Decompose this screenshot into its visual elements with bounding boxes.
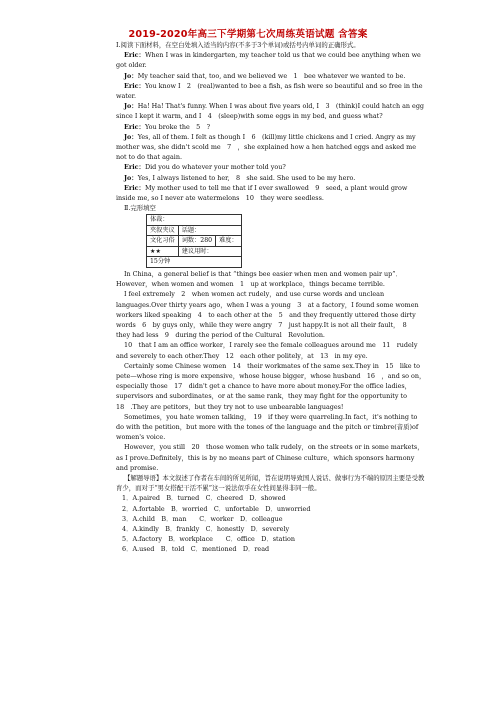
dialogue-line [116, 101, 426, 121]
dialogue-text: Ha! Ha! That's funny. When I was about five years old, I 3 (think)I could hatch an egg since I kept it warm, and I 4 (sleep)with some eggs in my bed, and guess what? [116, 102, 425, 121]
option-line: 2．A.fortable B．worried C．unfortable D．unworried [122, 504, 311, 513]
dialogue-text: When I was in kindergarten, my teacher told us that we could bee anything when we got older. [116, 51, 421, 70]
dialogue-line [116, 50, 426, 70]
speaker: Eric： [124, 183, 145, 192]
option-line: 5．A.factory B．workplace C．office D．station [122, 535, 295, 544]
speaker: Jo： [124, 71, 138, 80]
topic-cell: 话题： [178, 225, 241, 236]
dialogue-text: Did you do whatever your mother told you? [144, 163, 286, 172]
document-body [116, 40, 426, 555]
dialogue-line [116, 162, 426, 172]
genre-cell: 体裁： [147, 215, 242, 226]
speaker: Eric： [124, 81, 145, 90]
word-count-cell: 词数：280 [178, 236, 215, 247]
speaker: Eric： [124, 51, 145, 60]
dialogue-line [116, 173, 426, 183]
difficulty-stars-cell: ★★ [147, 246, 179, 257]
speaker: Jo： [124, 132, 138, 141]
solution-guide [116, 473, 426, 493]
dialogue-line [116, 183, 426, 203]
document-title: 2019-2020年高三下学期第七次周练英语试题 含答案 [128, 29, 368, 40]
genre-value-cell: 夹叙夹议 [147, 225, 179, 236]
dialogue-line [116, 71, 426, 81]
dialogue-line [116, 132, 426, 163]
speaker: Jo： [124, 102, 138, 111]
guide-label: 【解题导语】 [124, 474, 163, 483]
passage-paragraph: However，you still 20 those women who talk rudely，on the streets or in some markets，as I prove.Definitely，this is by no means part of Chinese culture，which sponsors harmony and promise. [116, 443, 424, 472]
dialogue-text: My mother used to tell me that if I ever swallowed 9 seed, a plant would grow inside me, so I never ate watermelons 10 they were seedless. [116, 183, 408, 203]
passage-info-table [146, 214, 242, 268]
topic-value-cell: 文化习俗 [147, 236, 179, 247]
passage-paragraph: Certainly some Chinese women 14 their workmates of the same sex.They in 15 like to pete—whose ring is more expensive，whose house bigger，whose husband 16 ，and so on，especially those 17 didn't get a chance to have more about money.For the office ladies，supervisors and subordinates，or at the same rank，they may fight for the opportunity to 18 .They are petitors，but they try not to use unbearable languages! [116, 361, 426, 411]
speaker: Eric： [124, 163, 145, 172]
section1-header: Ⅰ.阅读下面材料，在空白处填入适当的内容(不多于3个单词)或括号内单词的正确形式。 [116, 41, 360, 49]
option-line: 1．A.paired B．turned C．cheered D．showed [122, 494, 286, 503]
dialogue-text: Yes, all of them. I felt as though I 6 (kill)my little chickens and I cried. Angry as my mother was, she didn't scold me 7 ，she explained how a hen hatched eggs and asked me not to do that again. [116, 132, 417, 162]
section2-header: Ⅱ.完形填空 [124, 204, 156, 213]
dialogue-text: You know I 2 (real)wanted to bee a fish, as fish were so beautiful and so free in the water. [116, 81, 423, 101]
dialogue-line [116, 122, 426, 132]
dialogue-line [116, 81, 426, 101]
guide-text: 本文叙述了作者在车间的所见所闻，旨在说明导致国人说话、做事行为不端的原因主要是受教育少，而对于“男女搭配干活不累”这一说法似乎在女性间显得非同一般。 [116, 474, 425, 493]
passage-paragraph: I feel extremely 2 when women act rudely，and use curse words and unclean languages.Over thirty years ago，when I was a young 3 at a factory，I found some women workers liked speaking 4 to each other at the 5 and they frequently uttered those dirty words 6 by guys only，while they were angry 7 just happy.It is not all their fault， 8 they had less 9 during the period of the Cultural Revolution. [116, 290, 419, 340]
option-line: 6．A.used B．told C．mentioned D．read [122, 545, 270, 554]
dialogue-text: You broke the 5 ? [144, 122, 211, 131]
speaker: Jo： [124, 173, 138, 182]
difficulty-cell: 难度： [216, 236, 242, 247]
passage-paragraph: Sometimes，you hate women talking， 19 if they were quarreling.In fact，it's nothing to do with the petition，but more with the tones of the language and the pitch or timbre(音质)of women's voice. [116, 412, 419, 442]
time-value-cell: 15分钟 [147, 257, 242, 268]
speaker: Eric： [124, 122, 145, 131]
option-line: 3．A.child B．man C．worker D．colleague [122, 514, 283, 523]
option-line: 4．A.kindly B．frankly C．honestly D．severely [122, 525, 290, 534]
passage-paragraph: In China，a general belief is that “things bee easier when men and women pair up”．However，when women and women 1 up at workplace，things became terrible. [116, 269, 402, 289]
dialogue-text: My teacher said that, too, and we believed we 1 bee whatever we wanted to be. [137, 71, 406, 80]
passage-paragraph: 10 that I am an office worker，I rarely see the female colleagues around me 11 rudely and severely to each other.They 12 each other politely，at 13 in my eye. [116, 341, 418, 360]
dialogue-text: Yes, I always listened to her, 8 she said. She used to be my hero. [137, 173, 356, 182]
suggested-time-cell: 建议用时： [178, 246, 241, 257]
